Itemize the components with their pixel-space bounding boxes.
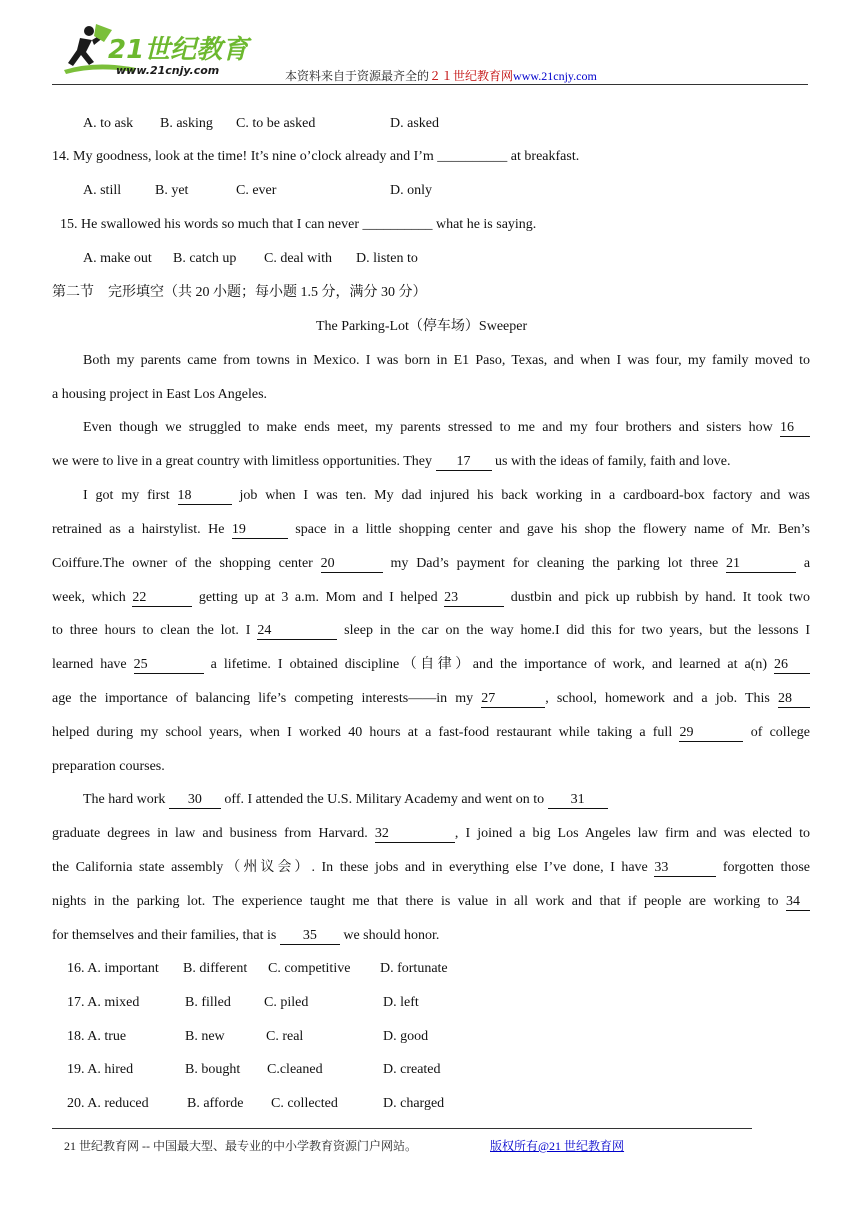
passage-text: for themselves and their families, that is	[52, 928, 277, 943]
footer-text: 21 世纪教育网 -- 中国最大型、最专业的中小学教育资源门户网站。	[64, 1139, 417, 1153]
section-heading: 第二节 完形填空（共 20 小题；每小题 1.5 分，满分 30 分）	[52, 285, 427, 300]
header-divider	[52, 84, 808, 85]
question-number: 16.	[67, 961, 85, 976]
passage-text: nights in the parking lot. The experience taught me that there is value in all work and that if people are working to	[52, 894, 779, 909]
q14-option-b: B. yet	[155, 183, 189, 198]
blank-25: 25	[134, 657, 204, 674]
blank-21: 21	[726, 556, 796, 573]
passage-text: us with the ideas of family, faith and love.	[495, 454, 731, 469]
blank-20: 20	[321, 556, 383, 573]
option-c: C. real	[266, 1029, 304, 1044]
question-number: 20.	[67, 1096, 85, 1111]
passage-line	[52, 520, 810, 540]
option-d: D. fortunate	[380, 961, 448, 976]
passage-text: getting up at 3 a.m. Mom and I helped	[198, 590, 438, 605]
option-d: D. left	[383, 995, 419, 1010]
blank-32: 32	[375, 826, 455, 843]
passage-text: age the importance of balancing life’s competing interests——in my	[52, 691, 474, 706]
option-c: C. competitive	[268, 961, 351, 976]
option-a: A. reduced	[87, 1096, 149, 1111]
question-number: 19.	[67, 1062, 85, 1077]
blank-27: 27	[481, 691, 545, 708]
option-a: A. true	[87, 1029, 127, 1044]
option-a: A. important	[87, 961, 159, 976]
option-a: A. hired	[87, 1062, 134, 1077]
passage-text: to three hours to clean the lot. I	[52, 623, 251, 638]
option-row-17	[67, 993, 139, 1013]
option-row-16	[67, 959, 159, 979]
blank-29: 29	[679, 725, 743, 742]
option-c: C. collected	[271, 1096, 338, 1111]
logo-url: www.21cnjy.com	[116, 64, 220, 77]
passage-line	[52, 588, 810, 608]
option-b: B. bought	[185, 1062, 241, 1077]
passage-text: dustbin and pick up rubbish by hand. It took two	[510, 590, 811, 605]
header-note-site[interactable]: ２１世纪教育网	[429, 69, 514, 83]
option-c: C. piled	[264, 995, 309, 1010]
passage-line	[52, 892, 810, 912]
passage-text: a	[803, 556, 811, 571]
blank-19: 19	[232, 522, 288, 539]
q15-stem-end: what he is saying.	[435, 217, 537, 232]
passage-line	[83, 418, 810, 438]
option-d: D. created	[383, 1062, 441, 1077]
passage-text: of college	[750, 725, 811, 740]
passage-line	[52, 689, 810, 709]
passage-text: we should honor.	[343, 928, 440, 943]
passage-line	[52, 824, 810, 844]
page-header	[0, 0, 860, 90]
passage-line	[52, 858, 810, 878]
blank-22: 22	[132, 590, 192, 607]
passage-text: the California state assembly（州议会）. In these jobs and in everything else I’ve done, I have	[52, 860, 648, 875]
passage-text: my Dad’s payment for cleaning the parking lot three	[390, 556, 719, 571]
q15-option-a: A. make out	[83, 251, 152, 266]
option-row-20	[67, 1094, 149, 1114]
passage-line	[52, 554, 810, 574]
passage-line	[52, 655, 810, 675]
passage-text: we were to live in a great country with limitless opportunities. They	[52, 454, 432, 469]
q15-stem	[60, 215, 536, 235]
option-a: A. mixed	[87, 995, 140, 1010]
option-b: B. afforde	[187, 1096, 244, 1111]
passage-line	[52, 926, 439, 946]
blank-28: 28	[778, 691, 810, 708]
passage-text: a lifetime. I obtained discipline（自律）and the importance of work, and learned at a(n)	[210, 657, 768, 672]
passage-text: forgotten those	[722, 860, 811, 875]
q14-blank: __________	[437, 149, 508, 164]
q14-stem	[52, 147, 579, 167]
passage-text: , I joined a big Los Angeles law firm and was elected to	[454, 826, 810, 841]
header-note-prefix: 本资料来自于资源最齐全的	[285, 69, 430, 83]
q13-option-a: A. to ask	[83, 116, 134, 131]
passage-text: Even though we struggled to make ends meet, my parents stressed to me and my four brothers and sisters how	[83, 420, 773, 435]
q15-option-c: C. deal with	[264, 251, 333, 266]
blank-24: 24	[257, 623, 337, 640]
passage-text: The hard work	[83, 792, 166, 807]
blank-16: 16	[780, 420, 810, 437]
option-row-18	[67, 1027, 126, 1047]
passage-text: sleep in the car on the way home.I did this for two years, but the lessons I	[344, 623, 811, 638]
q15-option-b: B. catch up	[173, 251, 237, 266]
passage-text: retrained as a hairstylist. He	[52, 522, 225, 537]
footer-copyright-link[interactable]: 版权所有@21 世纪教育网	[490, 1139, 625, 1153]
q14-option-c: C. ever	[236, 183, 277, 198]
blank-30: 30	[169, 792, 221, 809]
site-logo[interactable]	[56, 22, 286, 84]
q14-stem-end: at breakfast.	[510, 149, 580, 164]
passage-text: helped during my school years, when I worked 40 hours at a fast-food restaurant while taking a full	[52, 725, 673, 740]
q13-option-d: D. asked	[390, 116, 439, 131]
runner-logo-icon	[56, 22, 286, 84]
blank-17: 17	[436, 454, 492, 471]
blank-18: 18	[178, 488, 232, 505]
blank-31: 31	[548, 792, 608, 809]
logo-text: 21世纪教育	[108, 35, 249, 65]
passage-line	[52, 621, 810, 641]
q14-stem-text: 14. My goodness, look at the time! It’s nine o’clock already and I’m	[52, 149, 434, 164]
passage-text: job when I was ten. My dad injured his back working in a cardboard-box factory and was	[239, 488, 810, 503]
footer-divider	[52, 1128, 752, 1129]
option-d: D. charged	[383, 1096, 445, 1111]
q14-option-d: D. only	[390, 183, 432, 198]
option-d: D. good	[383, 1029, 429, 1044]
option-b: B. different	[183, 961, 248, 976]
blank-23: 23	[444, 590, 504, 607]
blank-26: 26	[774, 657, 810, 674]
blank-35: 35	[280, 928, 340, 945]
blank-34: 34	[786, 894, 810, 911]
option-c: C.cleaned	[267, 1062, 323, 1077]
option-row-19	[67, 1060, 133, 1080]
passage-line	[83, 486, 810, 506]
passage-text: off. I attended the U.S. Military Academy and went on to	[224, 792, 545, 807]
passage-line: preparation courses.	[52, 759, 165, 774]
option-b: B. new	[185, 1029, 225, 1044]
passage-text: week, which	[52, 590, 126, 605]
passage-line	[52, 723, 810, 743]
q15-blank: __________	[362, 217, 433, 232]
header-note	[285, 67, 597, 84]
question-number: 18.	[67, 1029, 85, 1044]
header-note-url[interactable]: www.21cnjy.com	[513, 69, 597, 83]
passage-text: , school, homework and a job. This	[545, 691, 770, 706]
q14-option-a: A. still	[83, 183, 122, 198]
passage-line	[52, 452, 730, 472]
passage-text: Coiffure.The owner of the shopping center	[52, 556, 313, 571]
passage-text: space in a little shopping center and gave his shop the flowery name of Mr. Ben’s	[295, 522, 811, 537]
passage-text: graduate degrees in law and business from Harvard.	[52, 826, 368, 841]
passage-title: The Parking-Lot（停车场）Sweeper	[316, 319, 528, 334]
q15-stem-text: 15. He swallowed his words so much that I can never	[60, 217, 359, 232]
question-number: 17.	[67, 995, 85, 1010]
option-b: B. filled	[185, 995, 231, 1010]
q13-option-c: C. to be asked	[236, 116, 316, 131]
passage-line: Both my parents came from towns in Mexico. I was born in E1 Paso, Texas, and when I was four, my family moved to	[83, 353, 810, 368]
passage-text: learned have	[52, 657, 127, 672]
q15-option-d: D. listen to	[356, 251, 418, 266]
passage-line: a housing project in East Los Angeles.	[52, 387, 268, 402]
q13-option-b: B. asking	[160, 116, 213, 131]
blank-33: 33	[654, 860, 716, 877]
passage-text: I got my first	[83, 488, 170, 503]
passage-line	[83, 790, 608, 810]
